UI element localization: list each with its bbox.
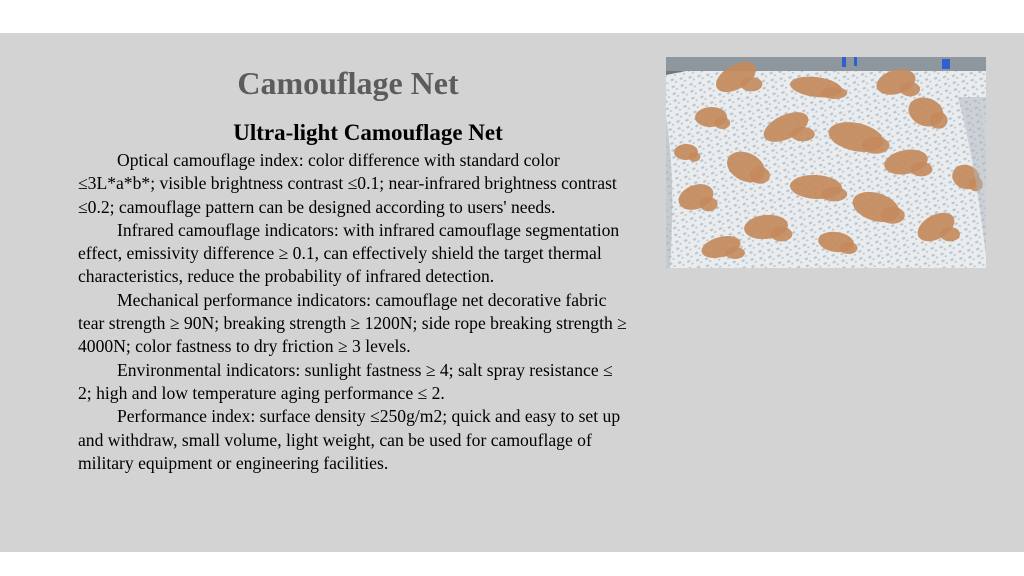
mechanical-indicators-paragraph: Mechanical performance indicators: camouflage net decorative fabric tear strength ≥ 90N; breaking strength ≥ 1200N; side rope breaking strength ≥ 4000N; color fastness to dry friction ≥ 3 levels. xyxy=(78,289,627,357)
slide-subtitle: Ultra-light Camouflage Net xyxy=(233,120,503,145)
slide xyxy=(0,33,1024,552)
optical-index-paragraph: Optical camouflage index: color difference with standard color ≤3L*a*b*; visible brightness contrast ≤0.1; near-infrared brightness contrast ≤0.2; camouflage pattern can be designed according to users' needs. xyxy=(78,150,617,217)
camouflage-net-photo xyxy=(666,57,986,268)
infrared-indicators-paragraph: Infrared camouflage indicators: with infrared camouflage segmentation effect, emissivity difference ≥ 0.1, can effectively shield the target thermal characteristics, reduce the probability of infrared detection. xyxy=(78,219,620,287)
performance-index-paragraph: Performance index: surface density ≤250g/m2; quick and easy to set up and withdraw, small volume, light weight, can be used for camouflage of military equipment or engineering facilities. xyxy=(78,406,621,473)
slide-title: Camouflage Net xyxy=(237,65,459,101)
environmental-indicators-paragraph: Environmental indicators: sunlight fastness ≥ 4; salt spray resistance ≤ 2; high and low temperature aging performance ≤ 2. xyxy=(78,359,613,403)
spec-text xyxy=(78,149,628,475)
